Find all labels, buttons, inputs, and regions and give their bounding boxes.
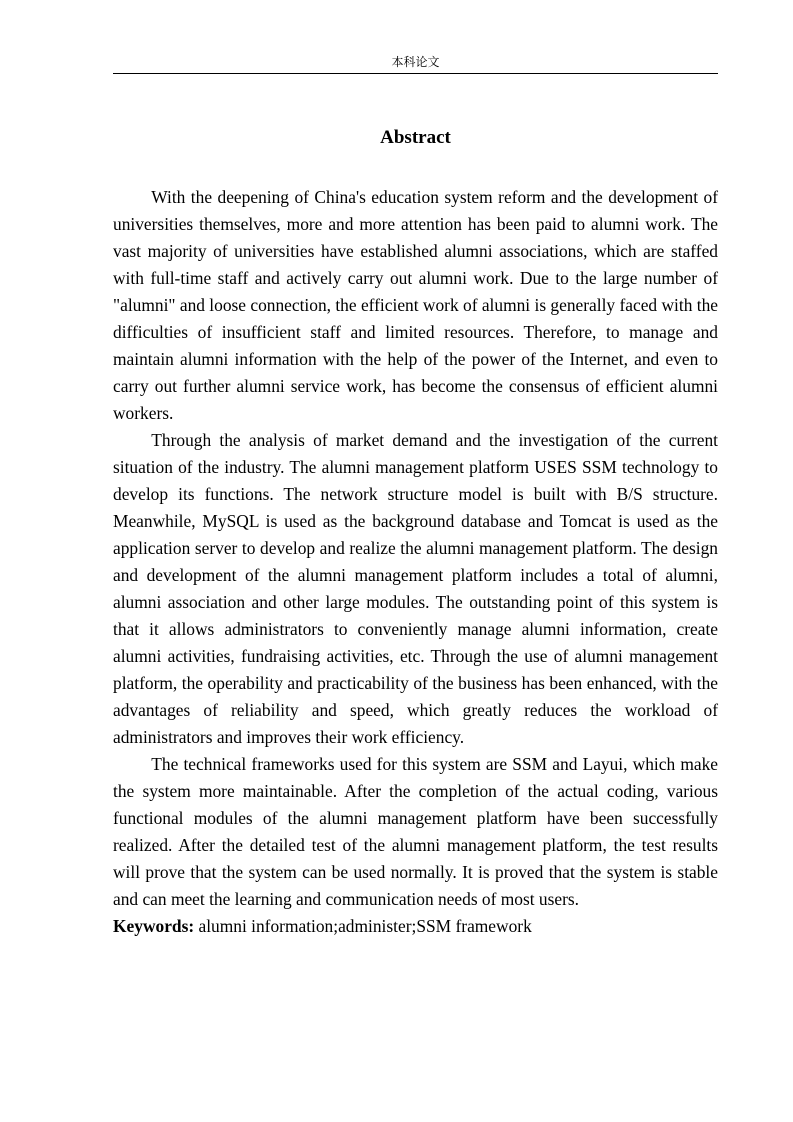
abstract-paragraph-1: With the deepening of China's education system reform and the development of universities themselves, more and more attention has been paid to alumni work. The vast majority of universities have established alumni associations, which are staffed with full-time staff and actively carry out alumni work. Due to the large number of "alumni" and loose connection, the efficient work of alumni is generally faced with the difficulties of insufficient staff and limited resources. Therefore, to manage and maintain alumni information with the help of the power of the Internet, and even to carry out further alumni service work, has become the consensus of efficient alumni workers. [113,187,718,423]
keywords-text: alumni information;administer;SSM framework [194,916,532,936]
running-header: 本科论文 [391,55,440,69]
keywords-line [113,913,718,940]
abstract-paragraph-2: Through the analysis of market demand and the investigation of the current situation of the industry. The alumni management platform USES SSM technology to develop its functions. The network structure model is built with B/S structure. Meanwhile, MySQL is used as the background database and Tomcat is used as the application server to develop and realize the alumni management platform. The design and development of the alumni management platform includes a total of alumni, alumni association and other large modules. The outstanding point of this system is that it allows administrators to conveniently manage alumni information, create alumni activities, fundraising activities, etc. Through the use of alumni management platform, the operability and practicability of the business has been enhanced, with the advantages of reliability and speed, which greatly reduces the workload of administrators and improves their work efficiency. [113,430,718,747]
keywords-label: Keywords: [113,916,195,936]
header-rule [113,73,718,74]
abstract-body [113,184,718,940]
abstract-paragraph-3: The technical frameworks used for this system are SSM and Layui, which make the system more maintainable. After the completion of the actual coding, various functional modules of the alumni management platform have been successfully realized. After the detailed test of the alumni management platform, the test results will prove that the system can be used normally. It is proved that the system is stable and can meet the learning and communication needs of most users. [113,754,718,909]
abstract-title: Abstract [380,127,451,148]
